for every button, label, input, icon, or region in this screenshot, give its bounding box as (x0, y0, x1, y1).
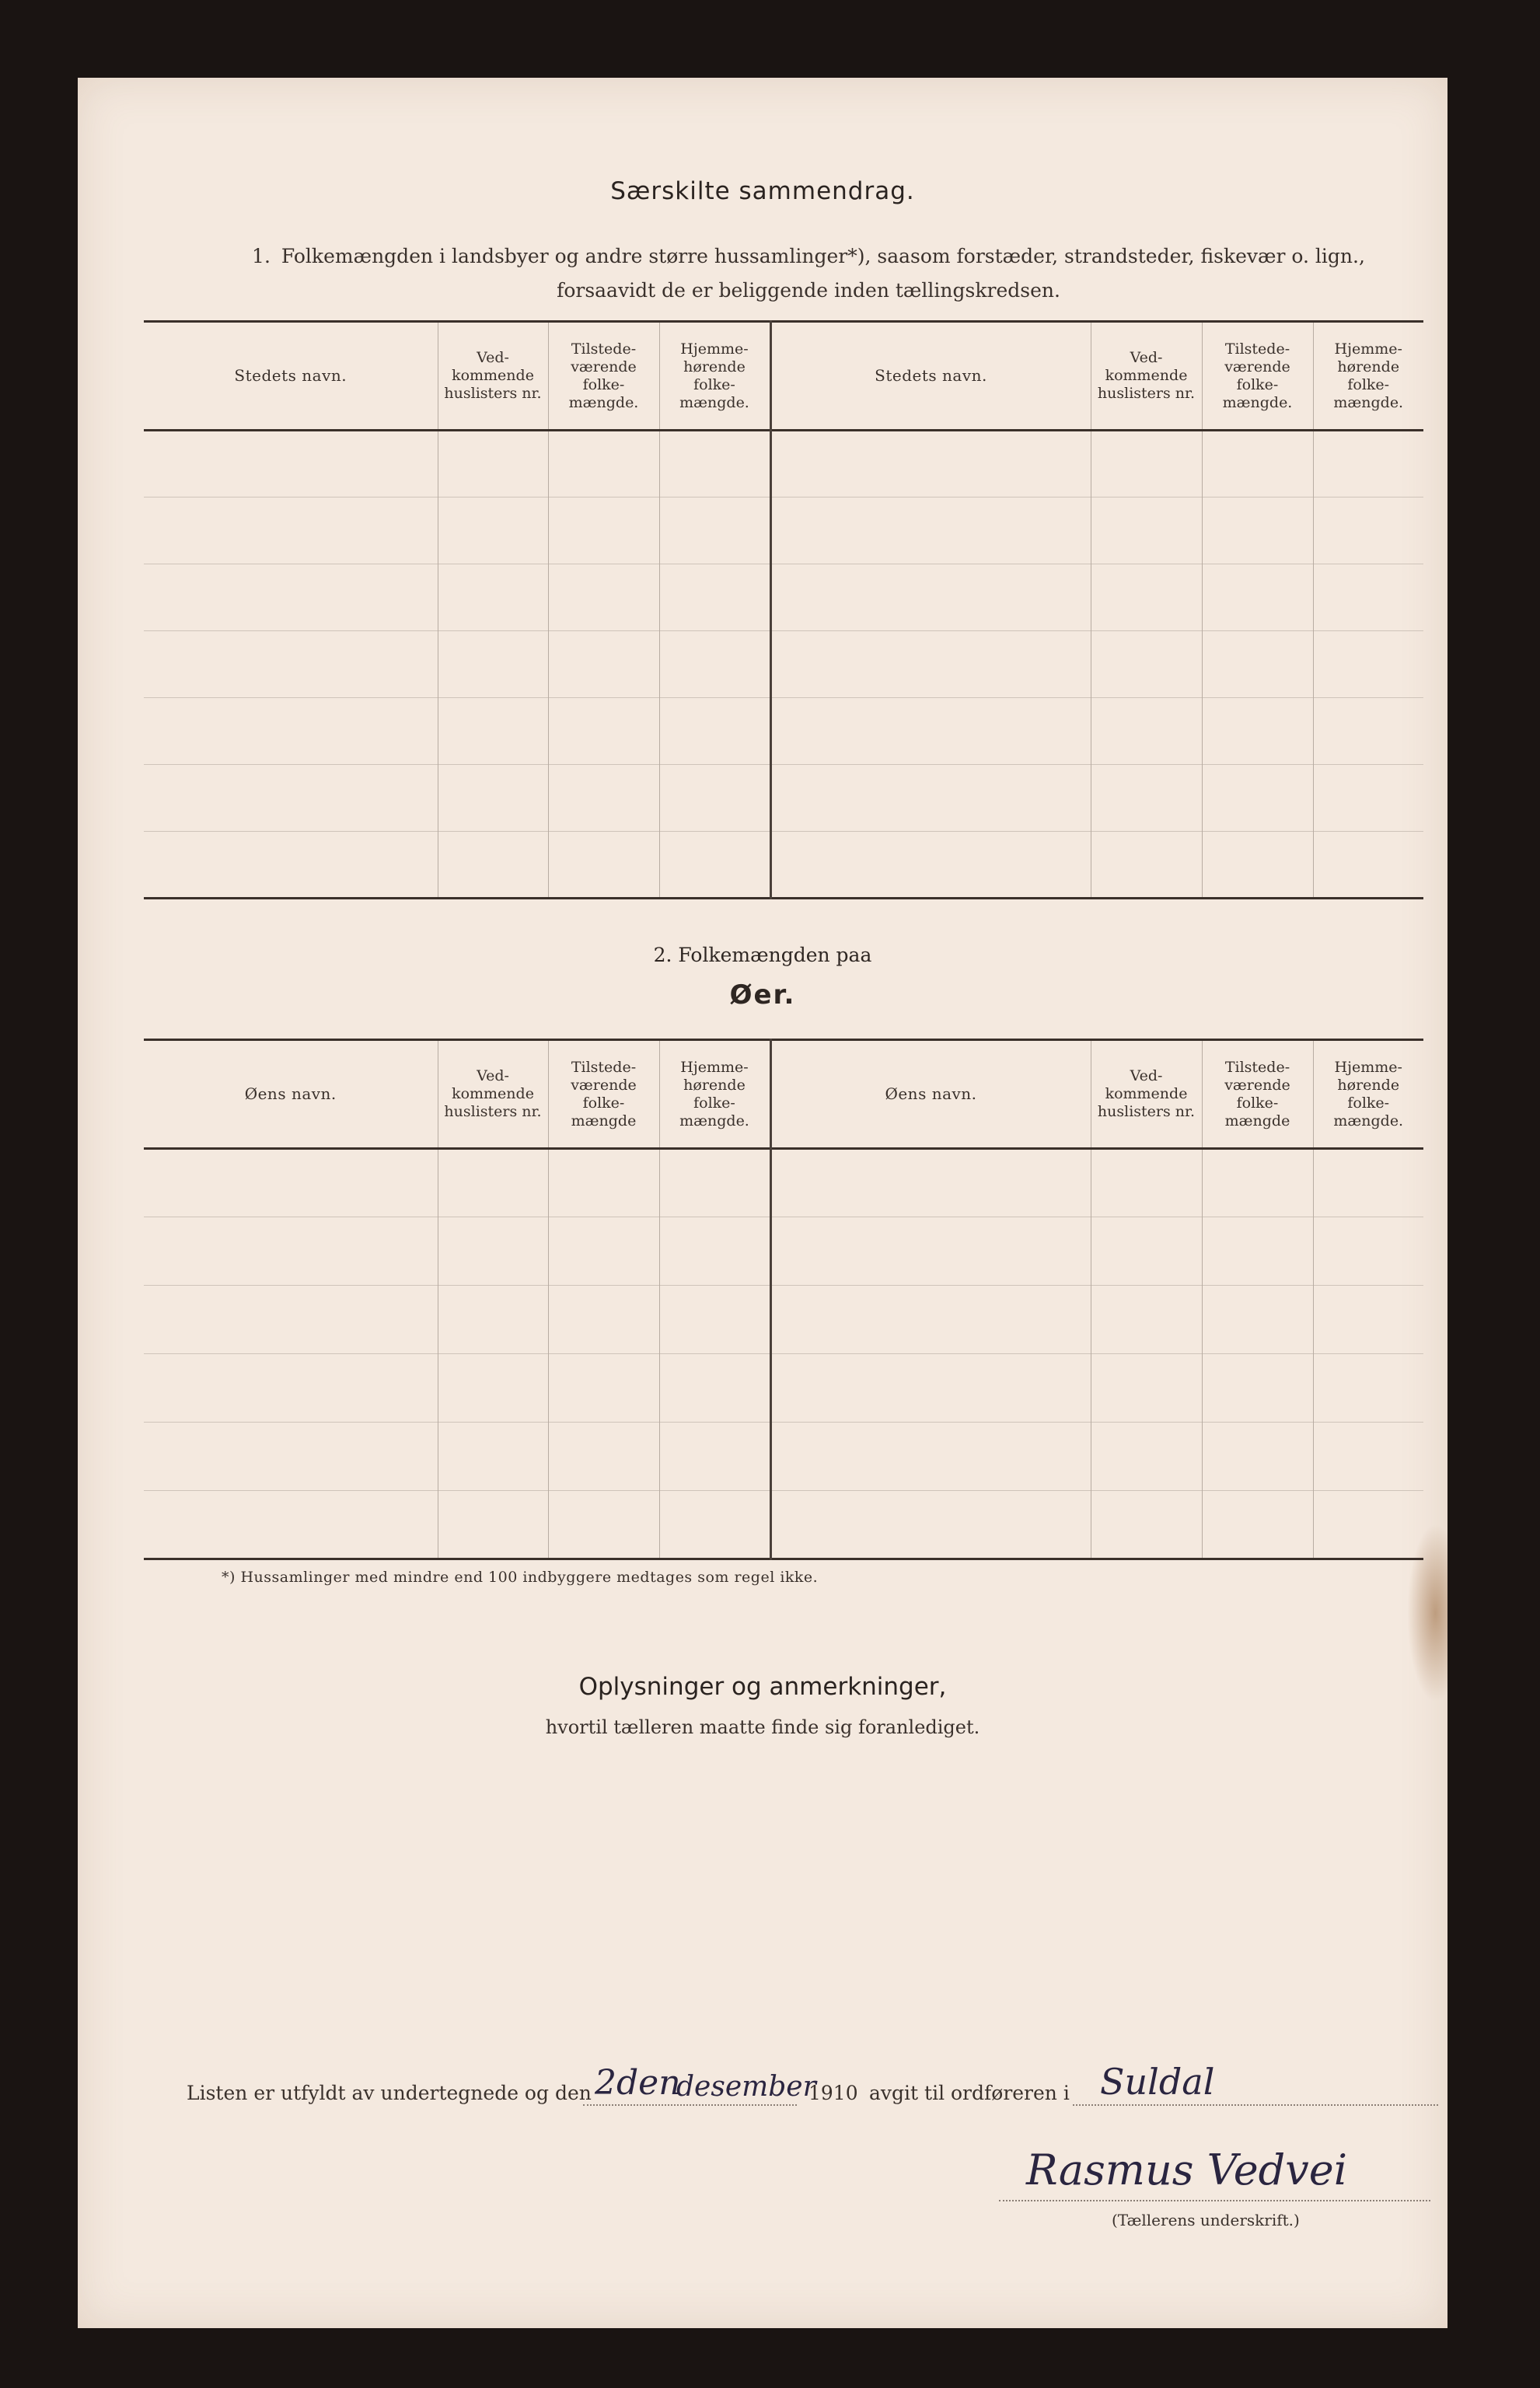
section-1-intro (202, 239, 1415, 308)
col-resident-population-2: Hjemme-hørende folke-mængde. (1313, 322, 1423, 431)
table-row (144, 698, 1423, 765)
enumerator-signature: Rasmus Vedvei (1026, 2145, 1347, 2194)
table-cell[interactable] (144, 1286, 438, 1354)
day-month-field-line (583, 2104, 797, 2106)
table-cell[interactable] (1202, 1149, 1313, 1217)
table-cell[interactable] (438, 1354, 548, 1423)
table-cell[interactable] (144, 1491, 438, 1559)
table-cell[interactable] (659, 1491, 770, 1559)
table-cell[interactable] (144, 631, 438, 698)
table-cell[interactable] (438, 698, 548, 765)
section-1-text: Folkemængden i landsbyer og andre større hussamlinger*), saasom forstæder, strandsteder, fiskevær o. lign., forsaavidt de er beliggende inden tællingskredsen. (281, 245, 1365, 302)
table-cell[interactable] (770, 431, 1091, 498)
table-cell[interactable] (1313, 564, 1423, 631)
municipality-field-line (1073, 2104, 1438, 2106)
table-cell[interactable] (438, 1423, 548, 1491)
table-cell[interactable] (1202, 564, 1313, 631)
handwritten-month: desember (676, 2071, 816, 2103)
table-cell[interactable] (659, 765, 770, 832)
table-row (144, 832, 1423, 899)
col-household-list-nr: Ved-kommende huslisters nr. (438, 1040, 548, 1149)
table-cell[interactable] (1091, 1217, 1202, 1286)
table-cell[interactable] (144, 431, 438, 498)
table-row (144, 631, 1423, 698)
table-cell[interactable] (548, 1149, 659, 1217)
table-cell[interactable] (1313, 1286, 1423, 1354)
table-cell[interactable] (1091, 1423, 1202, 1491)
table-cell[interactable] (770, 564, 1091, 631)
table-row (144, 1149, 1423, 1217)
table-cell[interactable] (1091, 431, 1202, 498)
table-row (144, 1491, 1423, 1559)
table-cell[interactable] (1313, 498, 1423, 564)
table-cell[interactable] (144, 1423, 438, 1491)
table-cell[interactable] (548, 1286, 659, 1354)
census-form-page (78, 78, 1447, 2328)
table-cell[interactable] (659, 1423, 770, 1491)
completion-line (187, 2061, 1461, 2110)
table-cell[interactable] (1202, 1491, 1313, 1559)
table-cell[interactable] (1091, 1491, 1202, 1559)
section-2-heading: 2. Folkemængden paa (653, 944, 872, 966)
table-cell[interactable] (770, 698, 1091, 765)
table-cell[interactable] (659, 832, 770, 899)
printed-year: 1910 (808, 2082, 858, 2104)
col-household-list-nr-2: Ved-kommende huslisters nr. (1091, 1040, 1202, 1149)
table-cell[interactable] (144, 1354, 438, 1423)
table-cell[interactable] (144, 1217, 438, 1286)
col-resident-population: Hjemme-hørende folke-mængde. (659, 322, 770, 431)
col-island-name-2: Øens navn. (770, 1040, 1091, 1149)
col-place-name-2: Stedets navn. (770, 322, 1091, 431)
table-cell[interactable] (659, 1354, 770, 1423)
table-cell[interactable] (770, 1491, 1091, 1559)
table-cell[interactable] (1202, 431, 1313, 498)
table-cell[interactable] (770, 1286, 1091, 1354)
table-cell[interactable] (438, 1217, 548, 1286)
table-cell[interactable] (1313, 431, 1423, 498)
table-cell[interactable] (1202, 631, 1313, 698)
villages-table-header (144, 322, 1423, 431)
footnote: *) Hussamlinger med mindre end 100 indbyggere medtages som regel ikke. (222, 1569, 819, 1586)
table-cell[interactable] (1091, 698, 1202, 765)
table-cell[interactable] (1313, 1354, 1423, 1423)
table-cell[interactable] (438, 498, 548, 564)
villages-table (144, 320, 1423, 899)
table-cell[interactable] (770, 631, 1091, 698)
table-cell[interactable] (548, 1423, 659, 1491)
table-cell[interactable] (548, 631, 659, 698)
table-cell[interactable] (1091, 832, 1202, 899)
table-cell[interactable] (548, 498, 659, 564)
table-cell[interactable] (548, 765, 659, 832)
table-cell[interactable] (438, 832, 548, 899)
table-cell[interactable] (438, 1286, 548, 1354)
table-cell[interactable] (1313, 631, 1423, 698)
table-cell[interactable] (1313, 1491, 1423, 1559)
table-cell[interactable] (438, 1491, 548, 1559)
table-cell[interactable] (1202, 698, 1313, 765)
table-cell[interactable] (144, 832, 438, 899)
remarks-title: Oplysninger og anmerkninger, (578, 1673, 947, 1701)
col-resident-population-2: Hjemme-hørende folke-mængde. (1313, 1040, 1423, 1149)
table-cell[interactable] (659, 1286, 770, 1354)
table-cell[interactable] (548, 1217, 659, 1286)
completion-middle: avgit til ordføreren i (869, 2082, 1070, 2104)
table-cell[interactable] (1202, 832, 1313, 899)
remarks-subtitle: hvortil tælleren maatte finde sig foranlediget. (545, 1716, 980, 1738)
table-cell[interactable] (1313, 1423, 1423, 1491)
table-cell[interactable] (548, 431, 659, 498)
col-present-population: Tilstede-værende folke-mængde. (548, 322, 659, 431)
col-resident-population: Hjemme-hørende folke-mængde. (659, 1040, 770, 1149)
table-cell[interactable] (548, 564, 659, 631)
table-cell[interactable] (1313, 698, 1423, 765)
table-cell[interactable] (1313, 1217, 1423, 1286)
table-cell[interactable] (548, 698, 659, 765)
col-island-name: Øens navn. (244, 1084, 337, 1103)
villages-table-body (144, 431, 1423, 899)
table-row (144, 498, 1423, 564)
handwritten-day: 2den (595, 2063, 681, 2103)
table-row (144, 431, 1423, 498)
table-row (144, 1217, 1423, 1286)
islands-table (144, 1039, 1423, 1560)
islands-table-body (144, 1149, 1423, 1559)
islands-table-header (144, 1040, 1423, 1149)
table-cell[interactable] (659, 698, 770, 765)
table-cell[interactable] (438, 564, 548, 631)
table-cell[interactable] (548, 1354, 659, 1423)
table-cell[interactable] (548, 1491, 659, 1559)
completion-prefix: Listen er utfyldt av undertegnede og den (187, 2082, 592, 2104)
table-cell[interactable] (1202, 1354, 1313, 1423)
table-cell[interactable] (1202, 1217, 1313, 1286)
table-cell[interactable] (144, 698, 438, 765)
table-cell[interactable] (1202, 498, 1313, 564)
table-cell[interactable] (659, 1149, 770, 1217)
table-cell[interactable] (1091, 1149, 1202, 1217)
signature-caption: (Tællerens underskrift.) (1112, 2211, 1300, 2229)
table-cell[interactable] (659, 431, 770, 498)
table-cell[interactable] (1091, 765, 1202, 832)
table-cell[interactable] (659, 564, 770, 631)
table-cell[interactable] (144, 564, 438, 631)
col-present-population-2: Tilstede-værende folke-mængde. (1202, 322, 1313, 431)
table-cell[interactable] (659, 631, 770, 698)
section-2-title: Øer. (729, 979, 796, 1011)
table-cell[interactable] (1313, 765, 1423, 832)
table-cell[interactable] (659, 498, 770, 564)
table-row (144, 765, 1423, 832)
table-cell[interactable] (1091, 498, 1202, 564)
table-cell[interactable] (770, 1149, 1091, 1217)
table-row (144, 564, 1423, 631)
table-cell[interactable] (1313, 1149, 1423, 1217)
table-cell[interactable] (438, 1149, 548, 1217)
table-cell[interactable] (1313, 832, 1423, 899)
table-cell[interactable] (770, 498, 1091, 564)
table-cell[interactable] (1091, 1286, 1202, 1354)
table-cell[interactable] (770, 1354, 1091, 1423)
table-row (144, 1286, 1423, 1354)
col-household-list-nr-2: Ved-kommende huslisters nr. (1091, 322, 1202, 431)
table-row (144, 1354, 1423, 1423)
table-cell[interactable] (144, 765, 438, 832)
table-cell[interactable] (1202, 1286, 1313, 1354)
table-cell[interactable] (770, 1217, 1091, 1286)
col-present-population-2: Tilstede-værende folke-mængde (1202, 1040, 1313, 1149)
table-cell[interactable] (1202, 765, 1313, 832)
handwritten-municipality: Suldal (1100, 2061, 1215, 2103)
table-cell[interactable] (438, 765, 548, 832)
section-1-number: 1. (252, 245, 271, 267)
table-cell[interactable] (1091, 564, 1202, 631)
table-cell[interactable] (438, 631, 548, 698)
signature-field-line (999, 2200, 1430, 2201)
table-cell[interactable] (144, 1149, 438, 1217)
table-cell[interactable] (659, 1217, 770, 1286)
table-cell[interactable] (770, 765, 1091, 832)
table-cell[interactable] (144, 498, 438, 564)
table-cell[interactable] (770, 1423, 1091, 1491)
table-cell[interactable] (1091, 1354, 1202, 1423)
form-title: Særskilte sammendrag. (610, 177, 915, 205)
col-household-list-nr: Ved-kommende huslisters nr. (438, 322, 548, 431)
table-cell[interactable] (1091, 631, 1202, 698)
table-cell[interactable] (548, 832, 659, 899)
table-cell[interactable] (438, 431, 548, 498)
col-present-population: Tilstede-værende folke-mængde (548, 1040, 659, 1149)
col-place-name: Stedets navn. (234, 366, 347, 385)
table-cell[interactable] (1202, 1423, 1313, 1491)
table-cell[interactable] (770, 832, 1091, 899)
table-row (144, 1423, 1423, 1491)
